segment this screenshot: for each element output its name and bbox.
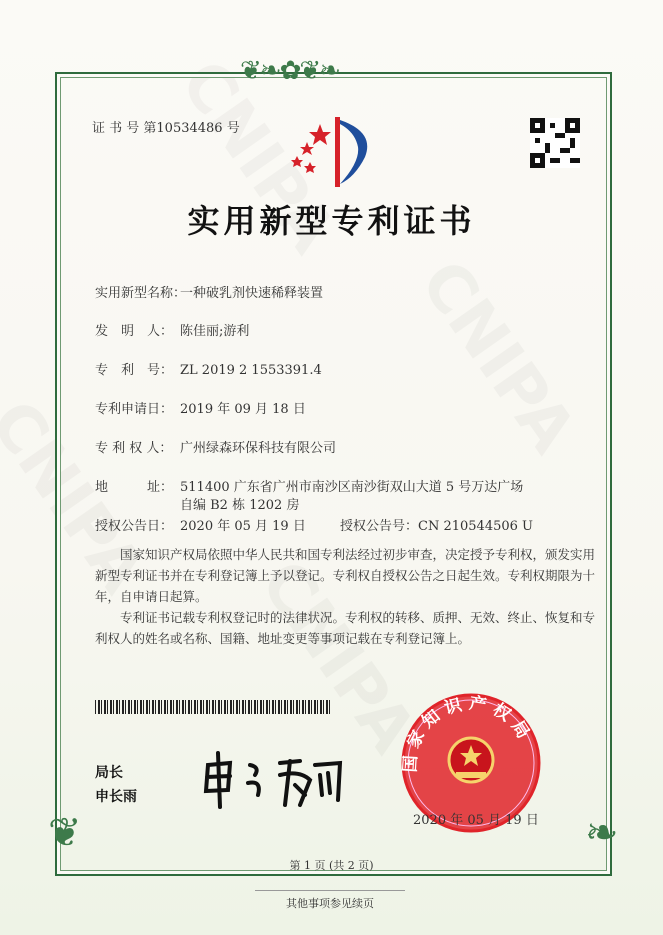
field-value: 2019 年 09 月 18 日 (180, 402, 306, 417)
field-label: 发 明 人： (95, 324, 174, 339)
field-filing-date (95, 398, 306, 417)
field-value: 511400 广东省广州市南沙区南沙街双山大道 5 号万达广场 (180, 480, 524, 495)
ornament-top: ❦❧✿❦❧ (240, 56, 339, 86)
ornament-bottom-left: ❦ (48, 810, 82, 856)
field-value: 2020 年 05 月 19 日 (180, 519, 306, 534)
field-value: 一种破乳剂快速稀释装置 (180, 286, 324, 301)
field-label: 专 利 权 人： (95, 441, 173, 456)
field-label: 专 利 号： (95, 363, 174, 378)
field-inventor (95, 320, 249, 339)
field-grant-date (95, 515, 306, 534)
qr-code-icon (530, 118, 580, 168)
field-value: ZL 2019 2 1553391.4 (180, 363, 322, 378)
field-value: 广州绿森环保科技有限公司 (180, 441, 337, 456)
signatory-name: 申长雨 (95, 789, 137, 805)
field-label: 地 址： (95, 480, 174, 495)
page-indicator: 第 1 页 (共 2 页) (289, 859, 374, 872)
ornament-bottom-right: ❧ (585, 810, 619, 856)
statement-paragraph-2: 专利证书记载专利权登记时的法律状况。专利权的转移、质押、无效、终止、恢复和专利权人的姓名或名称、国籍、地址变更等事项记载在专利登记簿上。 (95, 610, 596, 646)
page-title: 实用新型专利证书 (187, 202, 476, 240)
seal-date: 2020 年 05 月 19 日 (413, 813, 539, 828)
field-patentee (95, 437, 336, 456)
cnipa-logo-icon (280, 112, 380, 192)
field-label: 实用新型名称： (95, 286, 187, 301)
seal-text: 国家知识产权局 (400, 693, 537, 773)
continued-note: 其他事项参见续页 (255, 890, 405, 911)
signatory-title: 局长 (95, 765, 123, 781)
field-label: 专利申请日： (95, 402, 174, 417)
field-address-line2: 自编 B2 栋 1202 房 (180, 498, 300, 513)
field-patent-no (95, 359, 322, 378)
field-address (95, 476, 523, 495)
field-name (95, 282, 323, 301)
field-label: 授权公告号： (340, 519, 419, 534)
barcode-icon (95, 700, 330, 714)
field-value: 陈佳丽;游利 (180, 324, 250, 339)
certificate-number: 证 书 号 第10534486 号 (92, 121, 240, 136)
statement-paragraph-1: 国家知识产权局依照中华人民共和国专利法经过初步审查，决定授予专利权，颁发实用新型专利证书并在专利登记簿上予以登记。专利权自授权公告之日起生效。专利权期限为十年，自申请日起算。 (95, 547, 596, 604)
handwritten-signature (200, 745, 350, 815)
field-grant-no (340, 515, 533, 534)
field-label: 授权公告日： (95, 519, 174, 534)
field-value: CN 210544506 U (418, 519, 533, 534)
